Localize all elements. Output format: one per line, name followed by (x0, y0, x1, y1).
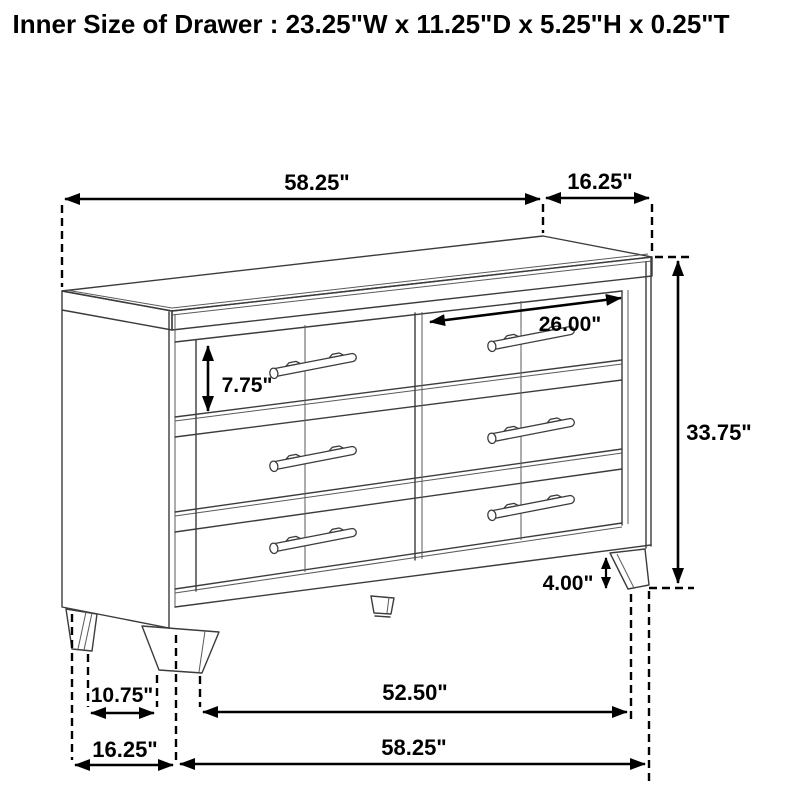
dresser-side-panel (62, 310, 175, 628)
back-left-leg (66, 609, 97, 651)
dim-label-base-depth: 16.25" (92, 737, 158, 762)
dim-label-top-width: 58.25" (284, 170, 350, 195)
drawer-handle (268, 350, 357, 379)
dim-label-overall-height: 33.75" (686, 420, 752, 445)
dresser-front-frame (175, 258, 651, 607)
dim-label-base-width: 58.25" (381, 735, 447, 760)
dim-leg-span (200, 594, 631, 722)
drawer-handle (268, 443, 357, 472)
dim-label-leg-span: 52.50" (382, 680, 448, 705)
center-leg (371, 596, 394, 617)
dim-label-drawer-height: 7.75" (221, 374, 273, 397)
drawer-handle (486, 415, 575, 444)
dim-floor-clearance (543, 558, 606, 595)
dim-label-top-depth: 16.25" (567, 169, 633, 194)
dresser-drawing (62, 236, 652, 673)
drawer-handle (486, 492, 575, 521)
dim-leg-gap (88, 654, 157, 713)
front-right-leg (610, 549, 649, 589)
diagram-title: Inner Size of Drawer : 23.25"W x 11.25"D x 5.25"H x 0.25"T (12, 9, 730, 39)
drawer-handle (268, 525, 357, 554)
dim-label-leg-gap: 10.75" (90, 684, 154, 707)
front-left-leg (142, 626, 219, 673)
dresser-legs (66, 549, 649, 673)
dim-drawer-height (208, 346, 272, 411)
dim-top-width (62, 170, 543, 287)
dim-label-floor-clearance: 4.00" (542, 572, 594, 595)
dim-overall-height (649, 257, 752, 588)
dim-label-drawer-width: 26.00" (538, 313, 602, 336)
dim-drawer-width (430, 298, 621, 336)
